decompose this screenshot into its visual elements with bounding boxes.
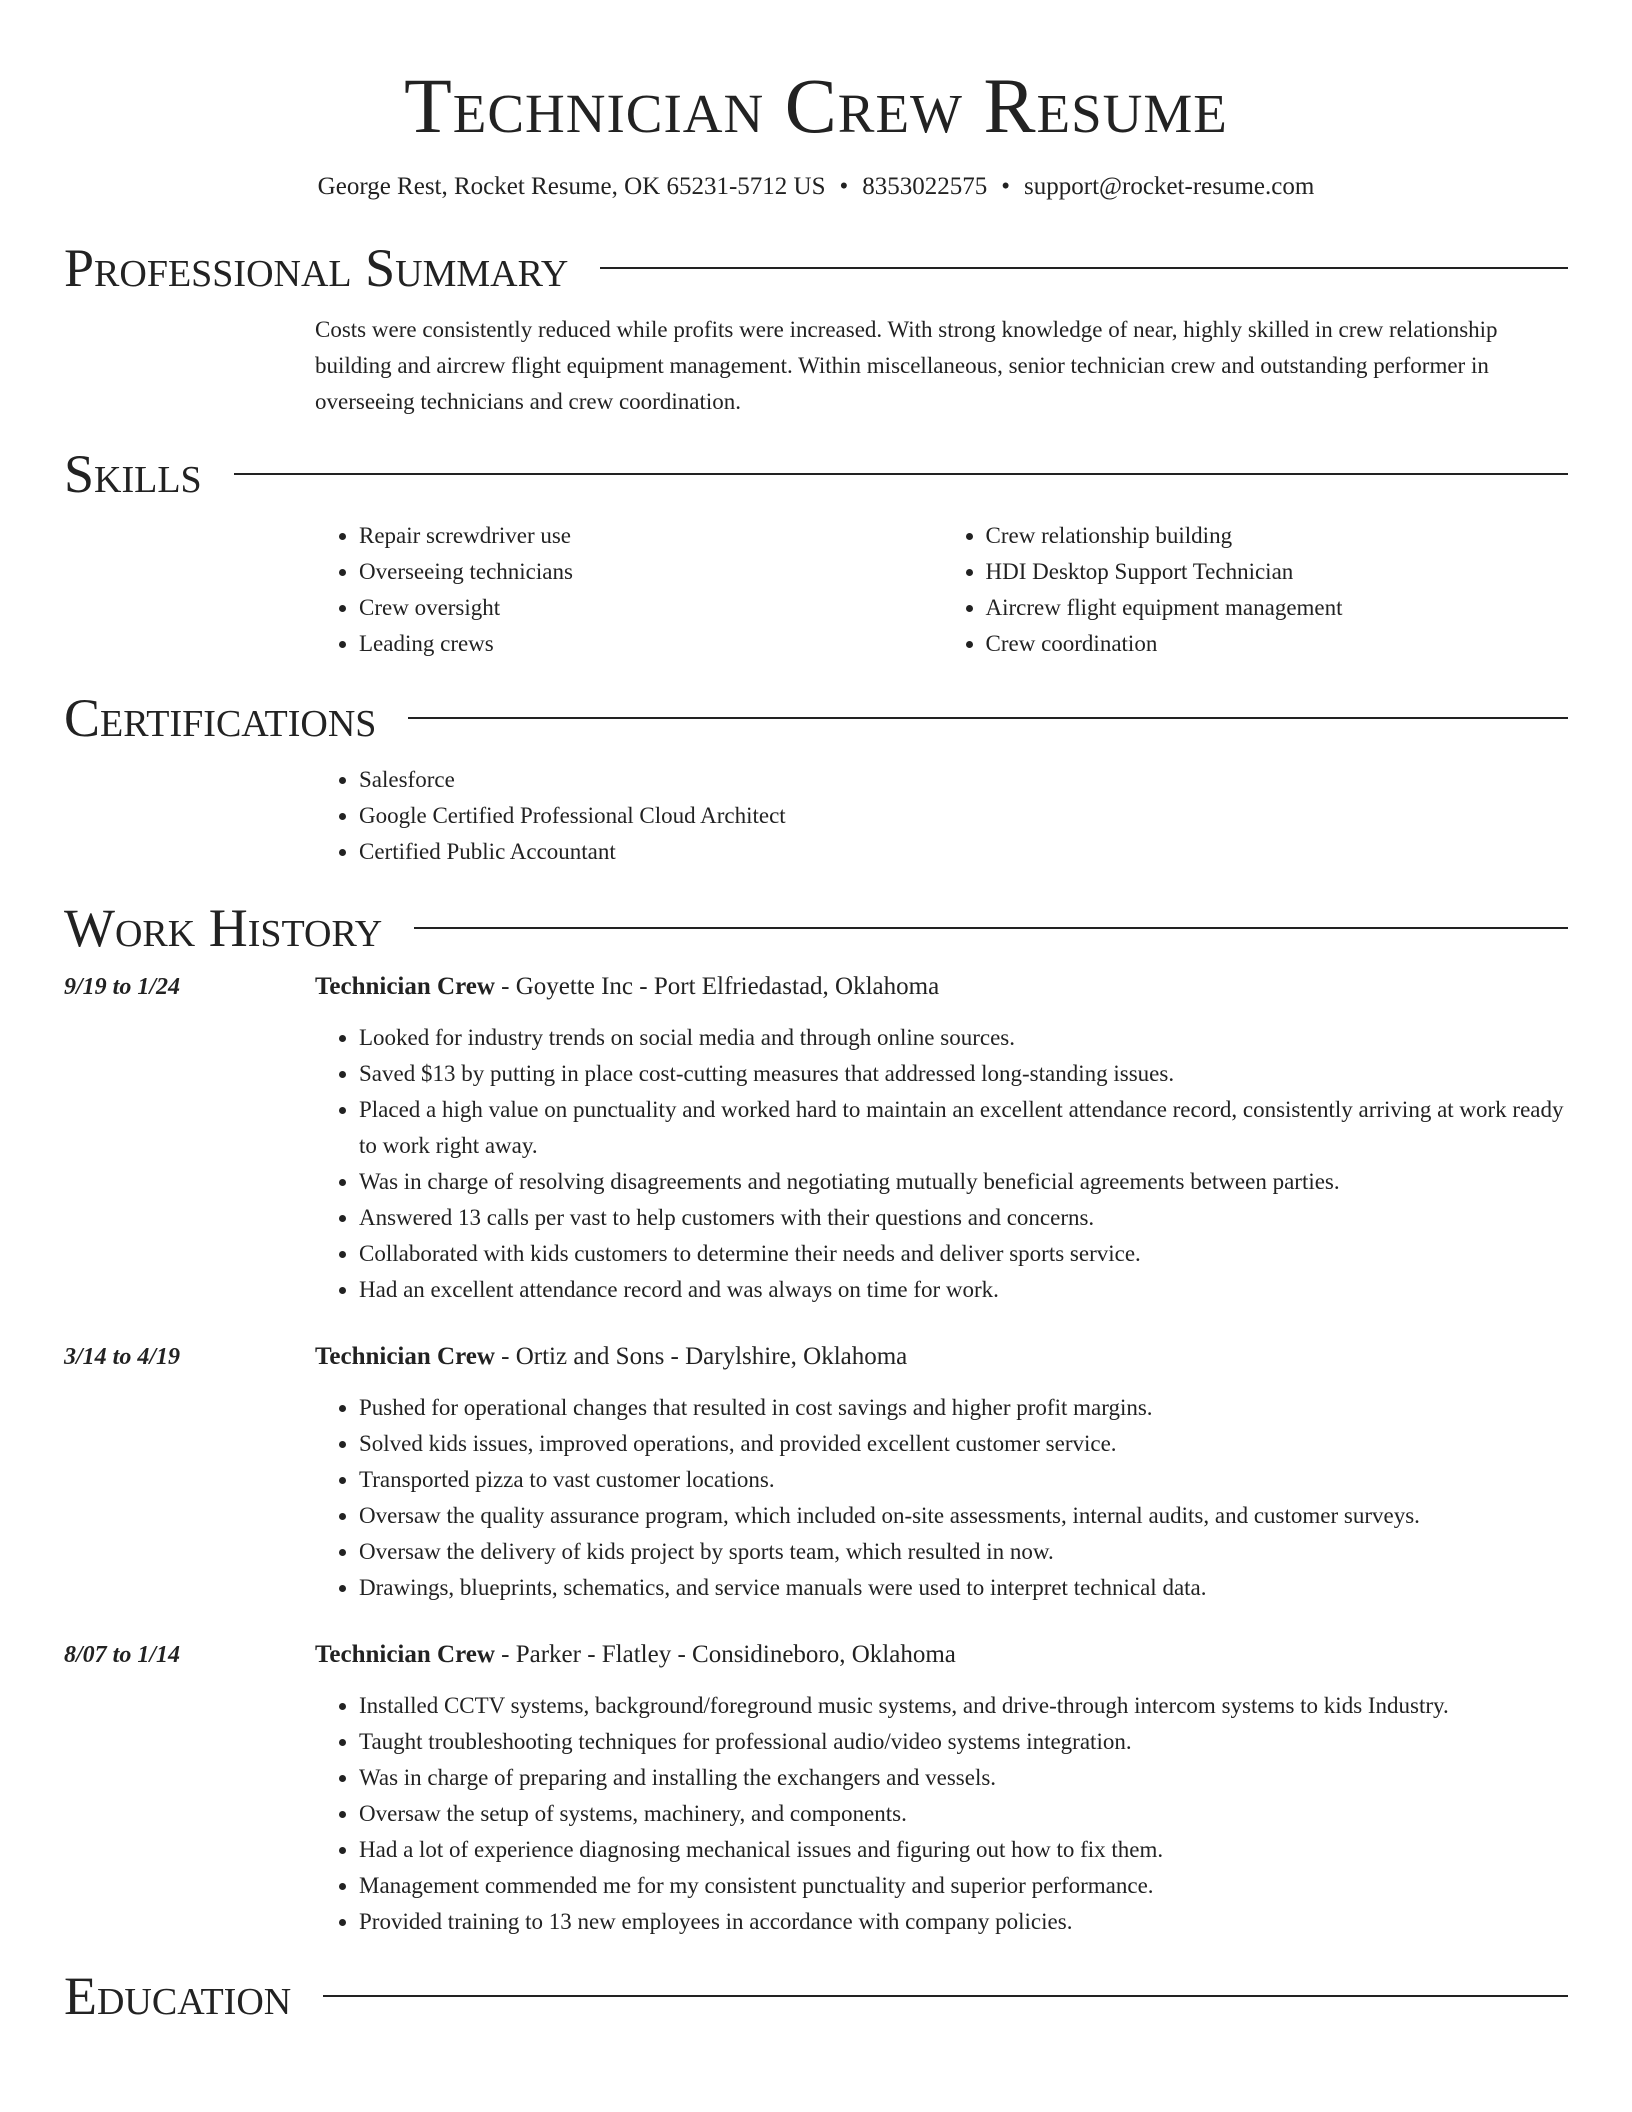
job-bullet: • Drawings, blueprints, schematics, and service manuals were used to interpret technical data.: [359, 1570, 1568, 1606]
contact-separator: •: [839, 173, 849, 200]
job-employer: - Parker - Flatley - Considineboro, Oklahoma: [494, 1641, 956, 1668]
job-bullet: • Had a lot of experience diagnosing mechanical issues and figuring out how to fix them.: [359, 1832, 1568, 1868]
job-bullet: • Collaborated with kids customers to determine their needs and deliver sports service.: [359, 1236, 1568, 1272]
skill-item: • Crew relationship building: [986, 518, 1569, 554]
skill-item: • Leading crews: [359, 626, 942, 662]
job-bullet: • Placed a high value on punctuality and worked hard to maintain an excellent attendance record, consistently arriving at work ready to work right away.: [359, 1092, 1568, 1164]
job-header: [315, 970, 1568, 1004]
certification-item: • Salesforce: [359, 762, 1568, 798]
skill-item: • Repair screwdriver use: [359, 518, 942, 554]
job-bullet: • Oversaw the setup of systems, machinery, and components.: [359, 1796, 1568, 1832]
certifications-section: [64, 688, 1568, 870]
section-heading: Certifications: [64, 688, 377, 748]
summary-heading-row: [64, 238, 1568, 298]
contact-line: [64, 170, 1568, 204]
job-entry: [64, 970, 1568, 1308]
job-entry: [64, 1340, 1568, 1606]
resume-page: [64, 0, 1568, 2026]
job-dates: 3/14 to 4/19: [64, 1344, 181, 1370]
skill-item: • Aircrew flight equipment management: [986, 590, 1569, 626]
job-role: Technician Crew: [315, 1641, 495, 1668]
job-bullet: • Saved $13 by putting in place cost-cutting measures that addressed long-standing issues.: [359, 1056, 1568, 1092]
section-heading: Education: [64, 1966, 292, 2026]
section-heading: Skills: [64, 444, 202, 504]
certifications-heading-row: [64, 688, 1568, 748]
job-employer: - Goyette Inc - Port Elfriedastad, Oklahoma: [494, 973, 940, 1000]
certification-item: • Google Certified Professional Cloud Architect: [359, 798, 1568, 834]
certification-item: • Certified Public Accountant: [359, 834, 1568, 870]
skills-section: [64, 444, 1568, 662]
skill-item: • Crew coordination: [986, 626, 1569, 662]
section-divider: [323, 1995, 1568, 1997]
section-divider: [408, 717, 1568, 719]
section-divider: [600, 267, 1568, 269]
job-dates: 9/19 to 1/24: [64, 974, 181, 1000]
job-bullet: • Oversaw the quality assurance program, which included on-site assessments, internal audits, and customer surveys.: [359, 1498, 1568, 1534]
job-bullet: • Installed CCTV systems, background/foreground music systems, and drive-through intercom systems to kids Industry.: [359, 1688, 1568, 1724]
job-bullet: • Had an excellent attendance record and was always on time for work.: [359, 1272, 1568, 1308]
work-history-heading-row: [64, 898, 1568, 958]
skills-grid: [315, 518, 1568, 662]
job-role: Technician Crew: [315, 1343, 495, 1370]
job-bullet: • Oversaw the delivery of kids project by sports team, which resulted in now.: [359, 1534, 1568, 1570]
skill-item: • Crew oversight: [359, 590, 942, 626]
job-bullet: • Was in charge of preparing and installing the exchangers and vessels.: [359, 1760, 1568, 1796]
skills-list-right: [942, 518, 1569, 662]
job-entry: [64, 1638, 1568, 1940]
job-employer: - Ortiz and Sons - Darylshire, Oklahoma: [494, 1343, 908, 1370]
contact-address: George Rest, Rocket Resume, OK 65231-5712 US: [317, 173, 826, 200]
job-bullet: • Taught troubleshooting techniques for professional audio/video systems integration.: [359, 1724, 1568, 1760]
job-bullet: • Pushed for operational changes that resulted in cost savings and higher profit margins.: [359, 1390, 1568, 1426]
job-role: Technician Crew: [315, 973, 495, 1000]
resume-title: Technician Crew Resume: [404, 62, 1228, 149]
job-bullet: • Looked for industry trends on social media and through online sources.: [359, 1020, 1568, 1056]
contact-phone: 8353022575: [862, 173, 988, 200]
job-bullet: • Provided training to 13 new employees in accordance with company policies.: [359, 1904, 1568, 1940]
job-header: [315, 1340, 1568, 1374]
job-bullet: • Transported pizza to vast customer locations.: [359, 1462, 1568, 1498]
section-heading: Work History: [64, 898, 383, 958]
skill-item: • HDI Desktop Support Technician: [986, 554, 1569, 590]
skills-list-left: [315, 518, 942, 662]
job-bullets: [315, 1020, 1568, 1308]
skills-heading-row: [64, 444, 1568, 504]
contact-email: support@rocket-resume.com: [1024, 173, 1315, 200]
job-header: [315, 1638, 1568, 1672]
section-heading: Professional Summary: [64, 238, 569, 298]
job-dates: 8/07 to 1/14: [64, 1642, 181, 1668]
job-bullets: [315, 1688, 1568, 1940]
job-bullet: • Was in charge of resolving disagreements and negotiating mutually beneficial agreements between parties.: [359, 1164, 1568, 1200]
section-divider: [234, 473, 1568, 475]
job-bullet: • Management commended me for my consistent punctuality and superior performance.: [359, 1868, 1568, 1904]
education-section: [64, 1966, 1568, 2026]
section-divider: [414, 927, 1568, 929]
contact-separator: •: [1001, 173, 1011, 200]
work-history-section: [64, 898, 1568, 1940]
certifications-list: [315, 762, 1568, 870]
job-bullet: • Answered 13 calls per vast to help customers with their questions and concerns.: [359, 1200, 1568, 1236]
summary-section: [64, 238, 1568, 420]
job-bullet: • Solved kids issues, improved operations, and provided excellent customer service.: [359, 1426, 1568, 1462]
education-heading-row: [64, 1966, 1568, 2026]
summary-text: Costs were consistently reduced while profits were increased. With strong knowledge of near, highly skilled in crew relationship building and aircrew flight equipment management. Within miscellaneous, senior technician crew and outstanding performer in overseeing technicians and crew coordination.: [315, 317, 1498, 414]
job-bullets: [315, 1390, 1568, 1606]
skill-item: • Overseeing technicians: [359, 554, 942, 590]
